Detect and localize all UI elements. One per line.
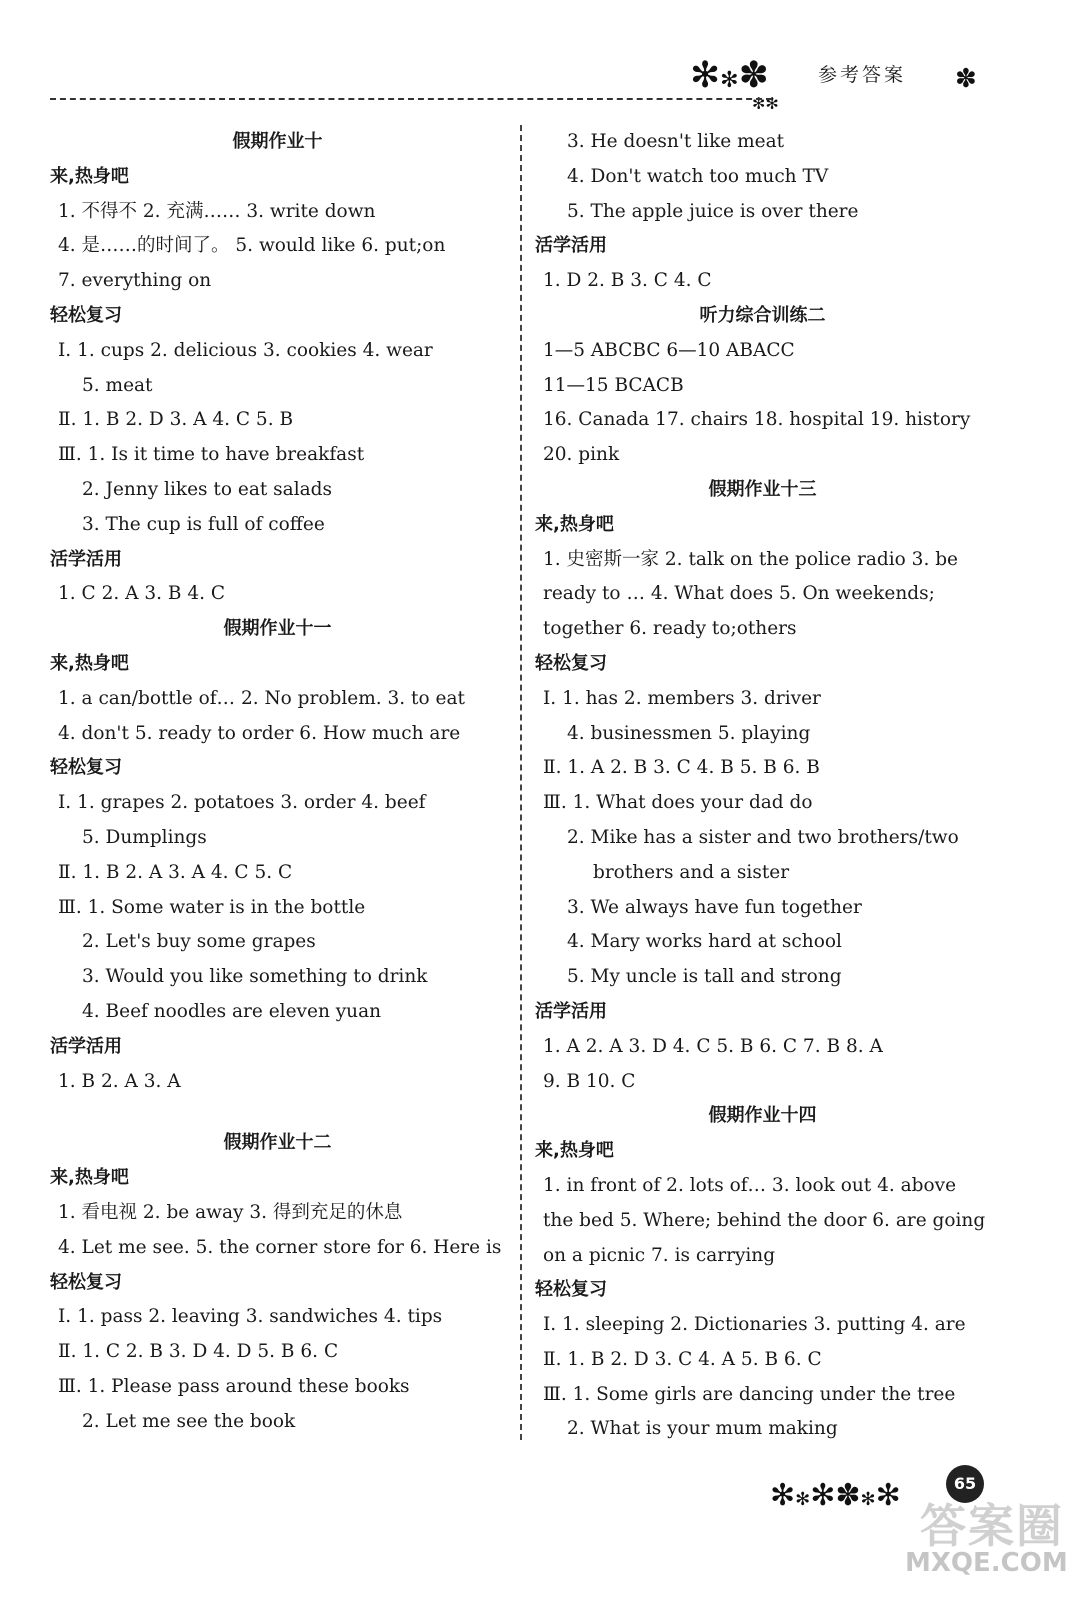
column-divider <box>520 125 522 1440</box>
section-title: 假期作业十 <box>232 131 323 152</box>
section-title: 假期作业十一 <box>223 618 332 640</box>
subsection-heading: 轻松复习 <box>50 304 122 326</box>
answer-line: 5. My uncle is tall and strong <box>567 966 842 988</box>
answer-line: Ⅲ. 1. Some girls are dancing under the tree <box>543 1383 956 1405</box>
answer-line: Ⅰ. 1. sleeping 2. Dictionaries 3. putting 4. are <box>543 1314 966 1336</box>
subsection-heading: 活学活用 <box>535 1000 607 1022</box>
flower-decoration-small: ✻✻ <box>752 94 779 113</box>
answer-line: 4. Don't watch too much TV <box>567 165 829 187</box>
answer-line: 1. C 2. A 3. B 4. C <box>58 583 226 605</box>
subsection-heading: 来,热身吧 <box>50 652 129 674</box>
answer-line: 1. 看电视 2. be away 3. 得到充足的休息 <box>58 1201 403 1223</box>
answer-line: Ⅲ. 1. What does your dad do <box>543 792 813 814</box>
answer-line: Ⅰ. 1. pass 2. leaving 3. sandwiches 4. tips <box>58 1306 443 1328</box>
section-title: 假期作业十四 <box>708 1105 817 1127</box>
answer-line: 2. Jenny likes to eat salads <box>82 478 332 500</box>
answer-line: 3. The cup is full of coffee <box>82 513 325 535</box>
subsection-heading: 轻松复习 <box>535 652 607 674</box>
answer-line: 1. a can/bottle of… 2. No problem. 3. to eat <box>58 687 465 709</box>
answer-line: 4. businessmen 5. playing <box>567 722 811 744</box>
watermark-logo: 答案圈 <box>920 1499 1064 1553</box>
answer-line: ready to … 4. What does 5. On weekends; <box>543 583 935 605</box>
answer-line: 11—15 BCACB <box>543 374 684 396</box>
answer-line: 1. B 2. A 3. A <box>58 1070 181 1092</box>
section-title: 听力综合训练二 <box>699 304 826 326</box>
answer-line: Ⅲ. 1. Is it time to have breakfast <box>58 444 365 466</box>
left-column <box>50 125 505 1439</box>
section-title: 假期作业十二 <box>223 1132 332 1154</box>
subsection-heading: 来,热身吧 <box>50 165 129 187</box>
answer-line: 1. D 2. B 3. C 4. C <box>543 270 712 292</box>
watermark <box>905 1490 1085 1590</box>
subsection-heading: 来,热身吧 <box>535 513 614 535</box>
subsection-heading: 来,热身吧 <box>535 1140 614 1162</box>
answer-line: 4. Mary works hard at school <box>567 931 842 953</box>
answer-line: 1. in front of 2. lots of… 3. look out 4. above <box>543 1174 957 1196</box>
answer-line: 5. The apple juice is over there <box>567 200 859 222</box>
page-header <box>0 0 1091 120</box>
flower-decoration-right: ✽ <box>955 64 977 94</box>
answer-line: Ⅱ. 1. B 2. D 3. A 4. C 5. B <box>58 409 294 431</box>
watermark-url: MXQE.COM <box>905 1548 1068 1578</box>
answer-line: 5. Dumplings <box>82 826 207 848</box>
answer-line: 5. meat <box>82 374 153 396</box>
subsection-heading: 活学活用 <box>50 1035 122 1057</box>
answer-line: Ⅱ. 1. C 2. B 3. D 4. D 5. B 6. C <box>58 1341 339 1363</box>
answer-line: Ⅱ. 1. A 2. B 3. C 4. B 5. B 6. B <box>543 757 820 779</box>
answer-line: 7. everything on <box>58 270 212 292</box>
answer-line: 1. A 2. A 3. D 4. C 5. B 6. C 7. B 8. A <box>543 1035 883 1057</box>
answer-line: the bed 5. Where; behind the door 6. are going <box>543 1209 986 1231</box>
answer-line: 9. B 10. C <box>543 1070 636 1092</box>
answer-line: Ⅲ. 1. Please pass around these books <box>58 1375 410 1397</box>
subsection-heading: 轻松复习 <box>535 1279 607 1301</box>
answer-line: 1—5 ABCBC 6—10 ABACC <box>543 339 795 361</box>
answer-line: 4. don't 5. ready to order 6. How much are <box>58 722 461 744</box>
answer-line: Ⅱ. 1. B 2. D 3. C 4. A 5. B 6. C <box>543 1348 822 1370</box>
answer-line: brothers and a sister <box>593 861 790 883</box>
footer-flower-decoration: ✻✻✻✽✻✻ <box>770 1478 901 1513</box>
answer-line: Ⅱ. 1. B 2. A 3. A 4. C 5. C <box>58 861 293 883</box>
answer-line: 2. Let's buy some grapes <box>82 931 316 953</box>
answer-line: 20. pink <box>543 444 620 466</box>
spacer <box>50 1099 505 1126</box>
subsection-heading: 来,热身吧 <box>50 1167 129 1189</box>
section-title: 假期作业十三 <box>708 478 817 500</box>
answer-line: Ⅲ. 1. Some water is in the bottle <box>58 896 366 918</box>
subsection-heading: 活学活用 <box>50 548 122 570</box>
answer-line: together 6. ready to;others <box>543 618 797 640</box>
right-column <box>535 125 990 1447</box>
answer-line: 1. 不得不 2. 充满…… 3. write down <box>58 200 376 222</box>
answer-line: 4. 是……的时间了。 5. would like 6. put;on <box>58 235 446 257</box>
page-number: 65 <box>946 1465 984 1503</box>
answer-line: 3. He doesn't like meat <box>567 131 785 152</box>
subsection-heading: 活学活用 <box>535 235 607 257</box>
subsection-heading: 轻松复习 <box>50 757 122 779</box>
header-divider <box>50 98 772 100</box>
answer-line: 3. We always have fun together <box>567 896 862 918</box>
flower-decoration-left: ✻✻✽ <box>690 55 769 96</box>
answer-line: Ⅰ. 1. cups 2. delicious 3. cookies 4. wear <box>58 339 433 361</box>
answer-line: 4. Let me see. 5. the corner store for 6. Here is <box>58 1236 502 1258</box>
answer-line: 2. Mike has a sister and two brothers/two <box>567 826 959 848</box>
header-title: 参考答案 <box>818 64 907 86</box>
answer-line: 2. Let me see the book <box>82 1410 296 1432</box>
answer-line: 3. Would you like something to drink <box>82 966 428 988</box>
answer-line: 1. 史密斯一家 2. talk on the police radio 3. be <box>543 548 959 570</box>
answer-line: Ⅰ. 1. grapes 2. potatoes 3. order 4. beef <box>58 792 426 814</box>
answer-line: 16. Canada 17. chairs 18. hospital 19. history <box>543 409 971 431</box>
subsection-heading: 轻松复习 <box>50 1271 122 1293</box>
answer-line: Ⅰ. 1. has 2. members 3. driver <box>543 687 821 709</box>
answer-line: 2. What is your mum making <box>567 1418 838 1440</box>
answer-line: on a picnic 7. is carrying <box>543 1244 776 1266</box>
answer-line: 4. Beef noodles are eleven yuan <box>82 1000 382 1022</box>
